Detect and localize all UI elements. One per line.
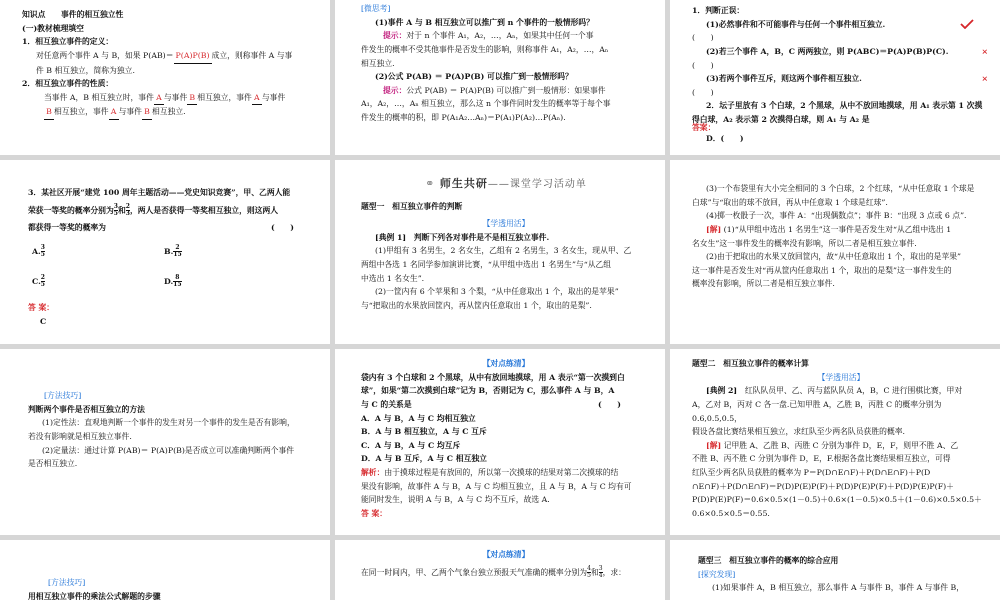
- q3-line-3: 都获得一等奖的概率为 ( ): [28, 223, 294, 233]
- solution-line-1: [解] 记甲胜 A、乙胜 B、丙胜 C 分别为事件 D，E，F，则甲不胜 A、乙: [706, 440, 959, 450]
- practice-answer-label: 答 案：: [361, 509, 388, 519]
- method-line-4: 是否相互独立.: [28, 459, 78, 469]
- practice-analysis: 解析：由于摸球过程是有放回的，所以第一次摸球的结果对第二次摸球的结: [361, 468, 619, 478]
- hint-2-line-2: A₁，A₂，…，Aₙ 相互独立，那么这 n 个事件同时发生的概率等于每个事: [361, 99, 611, 109]
- micro-thinking-tag: [微思考]: [361, 4, 391, 13]
- type-two-title: 题型二 相互独立事件的概率计算: [692, 359, 809, 368]
- example-1-p2: (2)一筐内有 6 个苹果和 3 个梨，“从中任意取出 1 个，取出的是苹果”: [375, 287, 619, 297]
- definition-heading: 1．相互独立事件的定义：: [22, 37, 114, 47]
- explore-line-1: (1)如果事件 A，B 相互独立，那么事件 A 与事件 B，事件 A 与事件 B，: [712, 583, 965, 593]
- q3-line-2: 荣获一等奖的概率分别为 $\frac{3}{5}$ 和 $\frac{2}{3}$ ，两人是否获得一等奖相互独立，则这两人: [28, 203, 279, 218]
- judge-paren-1: ( ): [692, 31, 990, 45]
- hint-1-line-3: 相互独立.: [361, 58, 395, 68]
- judge-item-1: (1)必然事件和不可能事件与任何一个事件相互独立.: [706, 19, 886, 29]
- tile-type-one: [335, 160, 665, 344]
- example-1-p1-line-2: 两组中各选 1 名同学参加演讲比赛，“从甲组中选出 1 名男生”与“从乙组: [361, 260, 612, 270]
- answer-option-d: D．( ): [706, 134, 744, 144]
- option-a: A. $\frac{3}{5}$: [32, 244, 45, 259]
- solution-line-6: 0.6×0.5×0.5＝0.55.: [692, 509, 770, 519]
- example-1-title: [典例 1] 判断下列各对事件是不是相互独立事件.: [375, 232, 550, 242]
- practice-tag-2: 【对点练清】: [482, 550, 530, 559]
- tile-competition-question: [0, 160, 330, 344]
- tile-type-three: [670, 540, 1000, 600]
- learn-tag: 【学透用活】: [482, 219, 530, 229]
- method-tag: [方法技巧]: [44, 391, 82, 400]
- judge-paren-3: ( ) ×: [692, 73, 988, 97]
- tile-method-2: [0, 540, 330, 600]
- options-row-1: [28, 241, 316, 271]
- type-one-title: 题型一 相互独立事件的判断: [361, 201, 463, 211]
- question-2-line-1: 2．坛子里放有 3 个白球，2 个黑球，从中不放回地摸球，用 A₁ 表示第 1 次摸: [706, 101, 983, 111]
- practice-option-d: D．A 与 B 互斥，A 与 C 相互独立: [361, 454, 487, 464]
- question-1: (1)事件 A 与 B 相互独立可以推广到 n 个事件的一般情形吗？: [375, 17, 594, 27]
- item-4: (4)掷一枚骰子一次，事件 A：“出现偶数点”；事件 B：“出现 3 点或 6 点”.: [706, 211, 967, 221]
- solution-line-5: P(D)P(E)P(F)＝0.6×0.5×(1－0.5)＋0.6×(1－0.5)×0.5＋(1－0.6)×0.5×0.5＋: [692, 495, 982, 505]
- practice-analysis-line-2: 果没有影响，故事件 A 与 B，A 与 C 均相互独立，且 A 与 B，A 与 C 均有可: [361, 481, 632, 491]
- options-row-2: [28, 271, 316, 301]
- practice-analysis-line-3: 能同时发生，说明 A 与 B，A 与 C 均不互斥，故选 A.: [361, 495, 550, 505]
- answer-label: 答案：: [692, 122, 716, 132]
- judge-paren-2: ( ): [692, 60, 714, 70]
- answer-value: C: [40, 316, 47, 326]
- definition-line-2: 件 B 相互独立，简称为独立.: [36, 65, 135, 75]
- question-2-line-2: 得白球，A₂ 表示第 2 次摸得白球，则 A₁ 与 A₂ 是: [692, 115, 870, 125]
- method-line-3: (2)定量法：通过计算 P(AB)＝ P(A)P(B)是否成立可以准确判断两个事件: [42, 445, 295, 455]
- practice-option-b: B．A 与 B 相互独立，A 与 C 互斥: [361, 427, 487, 437]
- practice-q-line-2: 球”，如果“第二次摸到白球”记为 B，否则记为 C，那么事件 A 与 B，A: [361, 386, 615, 396]
- learn-tag: 【学透用活】: [817, 372, 865, 382]
- tile-type-two: [670, 349, 1000, 535]
- answer-label: 答 案：: [28, 302, 55, 312]
- textbook-section-heading: (一)教材梳理填空: [22, 23, 84, 33]
- section-banner: ⚭ 师生共研——课堂学习活动单: [425, 177, 587, 190]
- solution-1-line-2: 名女生”这一事件发生的概率没有影响，所以二者是相互独立事件.: [692, 238, 917, 248]
- practice-tag: 【对点练清】: [482, 359, 530, 368]
- method-title: 判断两个事件是否相互独立的方法: [28, 404, 145, 414]
- practice-option-a: A．A 与 B，A 与 C 均相互独立: [361, 413, 476, 423]
- blank-formula: P(A)P(B): [174, 49, 212, 64]
- practice-option-c: C．A 与 B，A 与 C 均互斥: [361, 440, 461, 450]
- practice-q-line-1: 袋内有 3 个白球和 2 个黑球，从中有放回地摸球，用 A 表示“第一次摸到白: [361, 372, 625, 382]
- tile-practice-1: [335, 349, 665, 535]
- option-b: B. $\frac{2}{15}$: [164, 244, 182, 259]
- hint-2-line-3: 件发生的概率的积，即 P(A₁A₂…Aₙ)＝P(A₁)P(A₂)…P(Aₙ).: [361, 113, 566, 123]
- hint-1: 提示：对于 n 个事件 A₁，A₂，…，Aₙ，如果其中任何一个事: [383, 31, 594, 41]
- handshake-icon: ⚭: [425, 177, 436, 190]
- item-3-line-2: 白球”与“取出的球不放回，再从中任意取 1 个球是红球”.: [692, 197, 888, 207]
- question-2: (2)公式 P(AB) ＝ P(A)P(B) 可以推广到一般情形吗？: [375, 72, 573, 82]
- method-tag-2: [方法技巧]: [48, 578, 86, 587]
- solution-line-2: 不胜 B、丙不胜 C 分别为事件 D，E，F.根据各盘比赛结果相互独立，可得: [692, 454, 951, 464]
- type-three-title: 题型三 相互独立事件的概率的综合应用: [698, 556, 839, 565]
- solution-line-3: 红队至少两名队员获胜的概率为 P＝P(D∩E∩F)＋P(D∩E∩F)＋P(D: [692, 468, 931, 478]
- tile-knowledge-point: [0, 0, 330, 155]
- example-1-p1: (1)甲组有 3 名男生，2 名女生，乙组有 2 名男生，3 名女生，现从甲、乙: [375, 246, 632, 256]
- judge-item-2: (2)若三个事件 A，B，C 两两独立，则 P(ABC)＝P(A)P(B)P(C). ×: [692, 45, 990, 59]
- tile-true-false: [670, 0, 1000, 155]
- property-heading: 2．相互独立事件的性质：: [22, 79, 114, 89]
- method-line-2: 若没有影响就是相互独立事件.: [28, 431, 132, 441]
- property-line: 当事件 A，B 相互独立时，事件 A 与事件 B 相互独立，事件 A 与事件: [22, 91, 316, 106]
- solution-2: (2)由于把取出的水果又放回筐内，故“从中任意取出 1 个，取出的是苹果”: [706, 252, 962, 262]
- method-line-1: (1)定性法：直观地判断一个事件的发生对另一个事件的发生是否有影响，: [42, 418, 295, 428]
- solution-2-line-2: 这一事件是否发生对“再从筐内任意取出 1 个，取出的是梨”这一事件发生的: [692, 265, 952, 275]
- example-2-line-1: [典例 2] 红队队员甲、乙、丙与蓝队队员 A，B，C 进行围棋比赛，甲对: [706, 386, 963, 396]
- example-2-line-2: A，乙对 B，丙对 C 各一盘.已知甲胜 A，乙胜 B，丙胜 C 的概率分别为 0.6,0.5,0.5，: [692, 399, 942, 423]
- knowledge-point-heading: 知识点 事件的相互独立性: [22, 10, 124, 19]
- cross-mark-3: ×: [981, 73, 988, 83]
- method-title-2: 用相互独立事件的乘法公式解题的步骤: [28, 591, 161, 600]
- judge-heading: 1．判断正误：: [692, 6, 745, 15]
- tile-method-1: [0, 349, 330, 535]
- explore-tag: [探究发现]: [698, 569, 736, 579]
- practice-2-line-1: 在同一时间内，甲、乙两个气象台独立预报天气准确的概率分别为 $\frac{4}{5}$ 和 $\frac{3}{4}$ ，求：: [361, 565, 626, 580]
- item-3: (3)一个布袋里有大小完全相同的 3 个白球，2 个红球，“从中任意取 1 个球是: [706, 184, 975, 193]
- hint-2: 提示：公式 P(AB) ＝ P(A)P(B) 可以推广到一般情形：如果事件: [383, 85, 606, 95]
- example-2-line-3: 假设各盘比赛结果相互独立，求红队至少两名队员获胜的概率.: [692, 427, 905, 437]
- definition-line: 对任意两个事件 A 与 B，如果 P(AB)＝ P(A)P(B) 成立，则称事件 A 与事: [22, 49, 316, 64]
- tile-practice-2: [335, 540, 665, 600]
- judge-item-3: (3)若两个事件互斥，则这两个事件相互独立.: [706, 74, 862, 84]
- example-1-p2-line-2: 与“把取出的水果放回筐内，再从筐内任意取出 1 个，取出的是梨”.: [361, 300, 592, 310]
- option-c: C. $\frac{2}{5}$: [32, 274, 45, 289]
- check-icon: [960, 19, 974, 29]
- tile-solution-1: [670, 160, 1000, 344]
- property-line-2: B 相互独立，事件 A 与事件 B 相互独立.: [22, 105, 316, 120]
- option-d: D. $\frac{8}{15}$: [164, 274, 182, 289]
- example-1-p1-line-3: 中选出 1 名女生”.: [361, 273, 425, 283]
- tile-micro-thinking: [335, 0, 665, 155]
- cross-mark-2: ×: [981, 46, 988, 56]
- q3-line-1: 3．某社区开展“建党 100 周年主题活动——党史知识竞赛”，甲、乙两人能: [28, 188, 291, 197]
- solution-2-line-3: 概率没有影响，所以二者是相互独立事件.: [692, 279, 835, 289]
- hint-1-line-2: 件发生的概率不受其他事件是否发生的影响，则称事件 A₁，A₂，…，Aₙ: [361, 44, 609, 54]
- practice-q-line-3: 与 C 的关系是 ( ): [361, 399, 621, 409]
- solution-1: [解] (1)“从甲组中选出 1 名男生”这一事件是否发生对“从乙组中选出 1: [706, 224, 952, 234]
- solution-line-4: ∩E∩F)＋P(D∩E∩F)＝P(D)P(E)P(F)＋P(D)P(E)P(F)＋P(D)P(E)P(F)＋: [692, 481, 954, 491]
